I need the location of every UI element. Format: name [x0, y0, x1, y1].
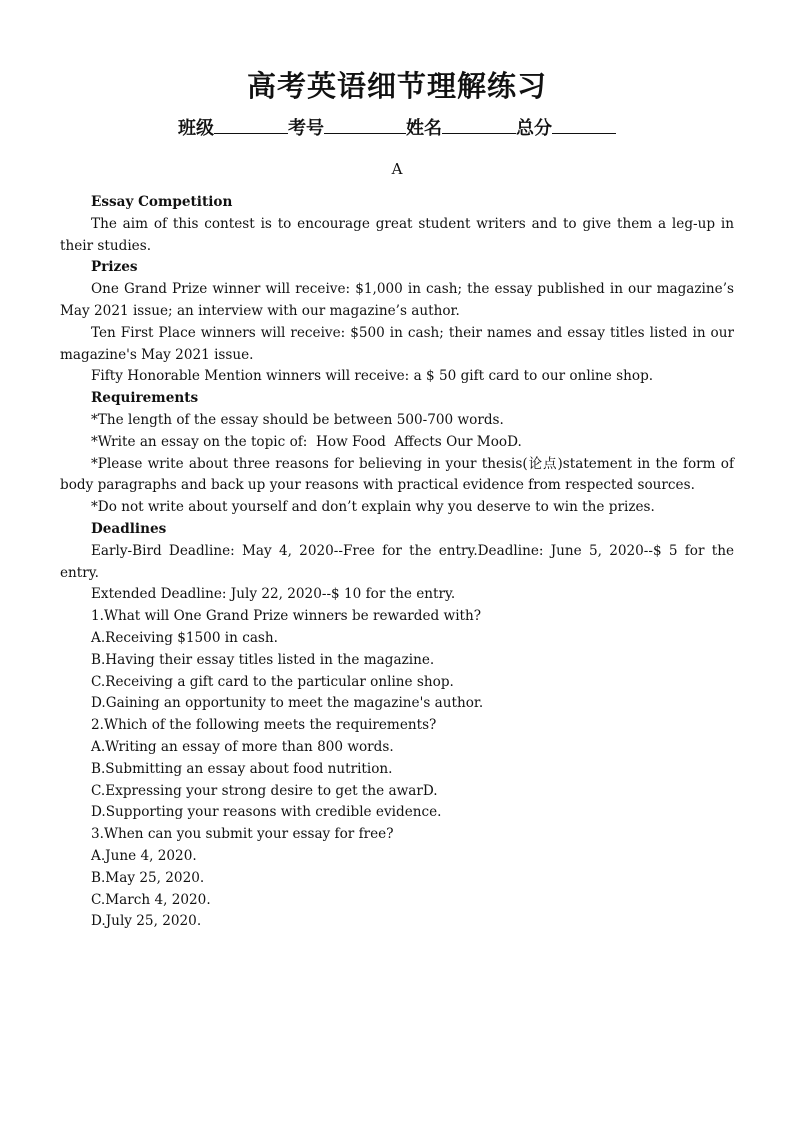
passage-aim: The aim of this contest is to encourage great student writers and to give them a leg-up in their studies. — [60, 215, 734, 254]
answer-option[interactable]: C.Expressing your strong desire to get the awarD. — [91, 782, 438, 799]
deadlines-heading: Deadlines — [91, 520, 167, 537]
requirement-3: *Please write about three reasons for believing in your thesis(论点)statement in the form of body paragraphs and back up your reasons with practical evidence from respected sources. — [60, 455, 734, 494]
number-label: 考号 — [288, 118, 324, 139]
requirement-2: *Write an essay on the topic of: How Food Affects Our MooD. — [91, 433, 522, 450]
student-info-line — [0, 114, 794, 140]
name-blank[interactable] — [442, 117, 516, 134]
prize-grand: One Grand Prize winner will receive: $1,000 in cash; the essay published in our magazine’s May 2021 issue; an interview with our magazine’s author. — [60, 281, 734, 319]
prize-first: Ten First Place winners will receive: $500 in cash; their names and essay titles listed in our magazine's May 2021 issue. — [60, 324, 734, 363]
passage-heading: Essay Competition — [91, 194, 233, 210]
answer-option[interactable]: B.May 25, 2020. — [91, 869, 205, 886]
requirement-1: *The length of the essay should be between 500-700 words. — [91, 411, 504, 428]
passage-body — [60, 192, 734, 933]
deadline-early: Early-Bird Deadline: May 4, 2020--Free for the entry.Deadline: June 5, 2020--$ 5 for the entry. — [60, 542, 734, 581]
page-title: 高考英语细节理解练习 — [246, 69, 547, 103]
answer-option[interactable]: D.Supporting your reasons with credible evidence. — [91, 804, 442, 821]
answer-option[interactable]: A.Receiving $1500 in cash. — [91, 629, 278, 646]
section-label: A — [391, 160, 403, 178]
class-blank[interactable] — [214, 117, 288, 134]
answer-option[interactable]: D.July 25, 2020. — [91, 913, 202, 930]
score-blank[interactable] — [552, 117, 616, 134]
answer-option[interactable]: C.March 4, 2020. — [91, 891, 211, 908]
name-label: 姓名 — [406, 118, 442, 139]
answer-option[interactable]: B.Submitting an essay about food nutrition. — [91, 760, 393, 777]
answer-option[interactable]: A.June 4, 2020. — [91, 847, 197, 864]
prize-honorable: Fifty Honorable Mention winners will receive: a $ 50 gift card to our online shop. — [91, 368, 654, 385]
prizes-heading: Prizes — [91, 259, 138, 276]
question-stem: 1.What will One Grand Prize winners be rewarded with? — [91, 608, 482, 625]
requirements-heading: Requirements — [91, 390, 199, 407]
number-blank[interactable] — [324, 117, 406, 134]
question-stem: 3.When can you submit your essay for free? — [91, 826, 394, 843]
answer-option[interactable]: D.Gaining an opportunity to meet the magazine's author. — [91, 695, 484, 712]
score-label: 总分 — [516, 118, 552, 139]
deadline-extended: Extended Deadline: July 22, 2020--$ 10 for the entry. — [91, 586, 456, 603]
answer-option[interactable]: C.Receiving a gift card to the particular online shop. — [91, 673, 454, 690]
answer-option[interactable]: A.Writing an essay of more than 800 words. — [91, 738, 394, 755]
question-stem: 2.Which of the following meets the requirements? — [91, 717, 437, 734]
requirement-4: *Do not write about yourself and don’t explain why you deserve to win the prizes. — [91, 499, 655, 516]
class-label: 班级 — [178, 118, 214, 139]
answer-option[interactable]: B.Having their essay titles listed in the magazine. — [91, 651, 435, 668]
